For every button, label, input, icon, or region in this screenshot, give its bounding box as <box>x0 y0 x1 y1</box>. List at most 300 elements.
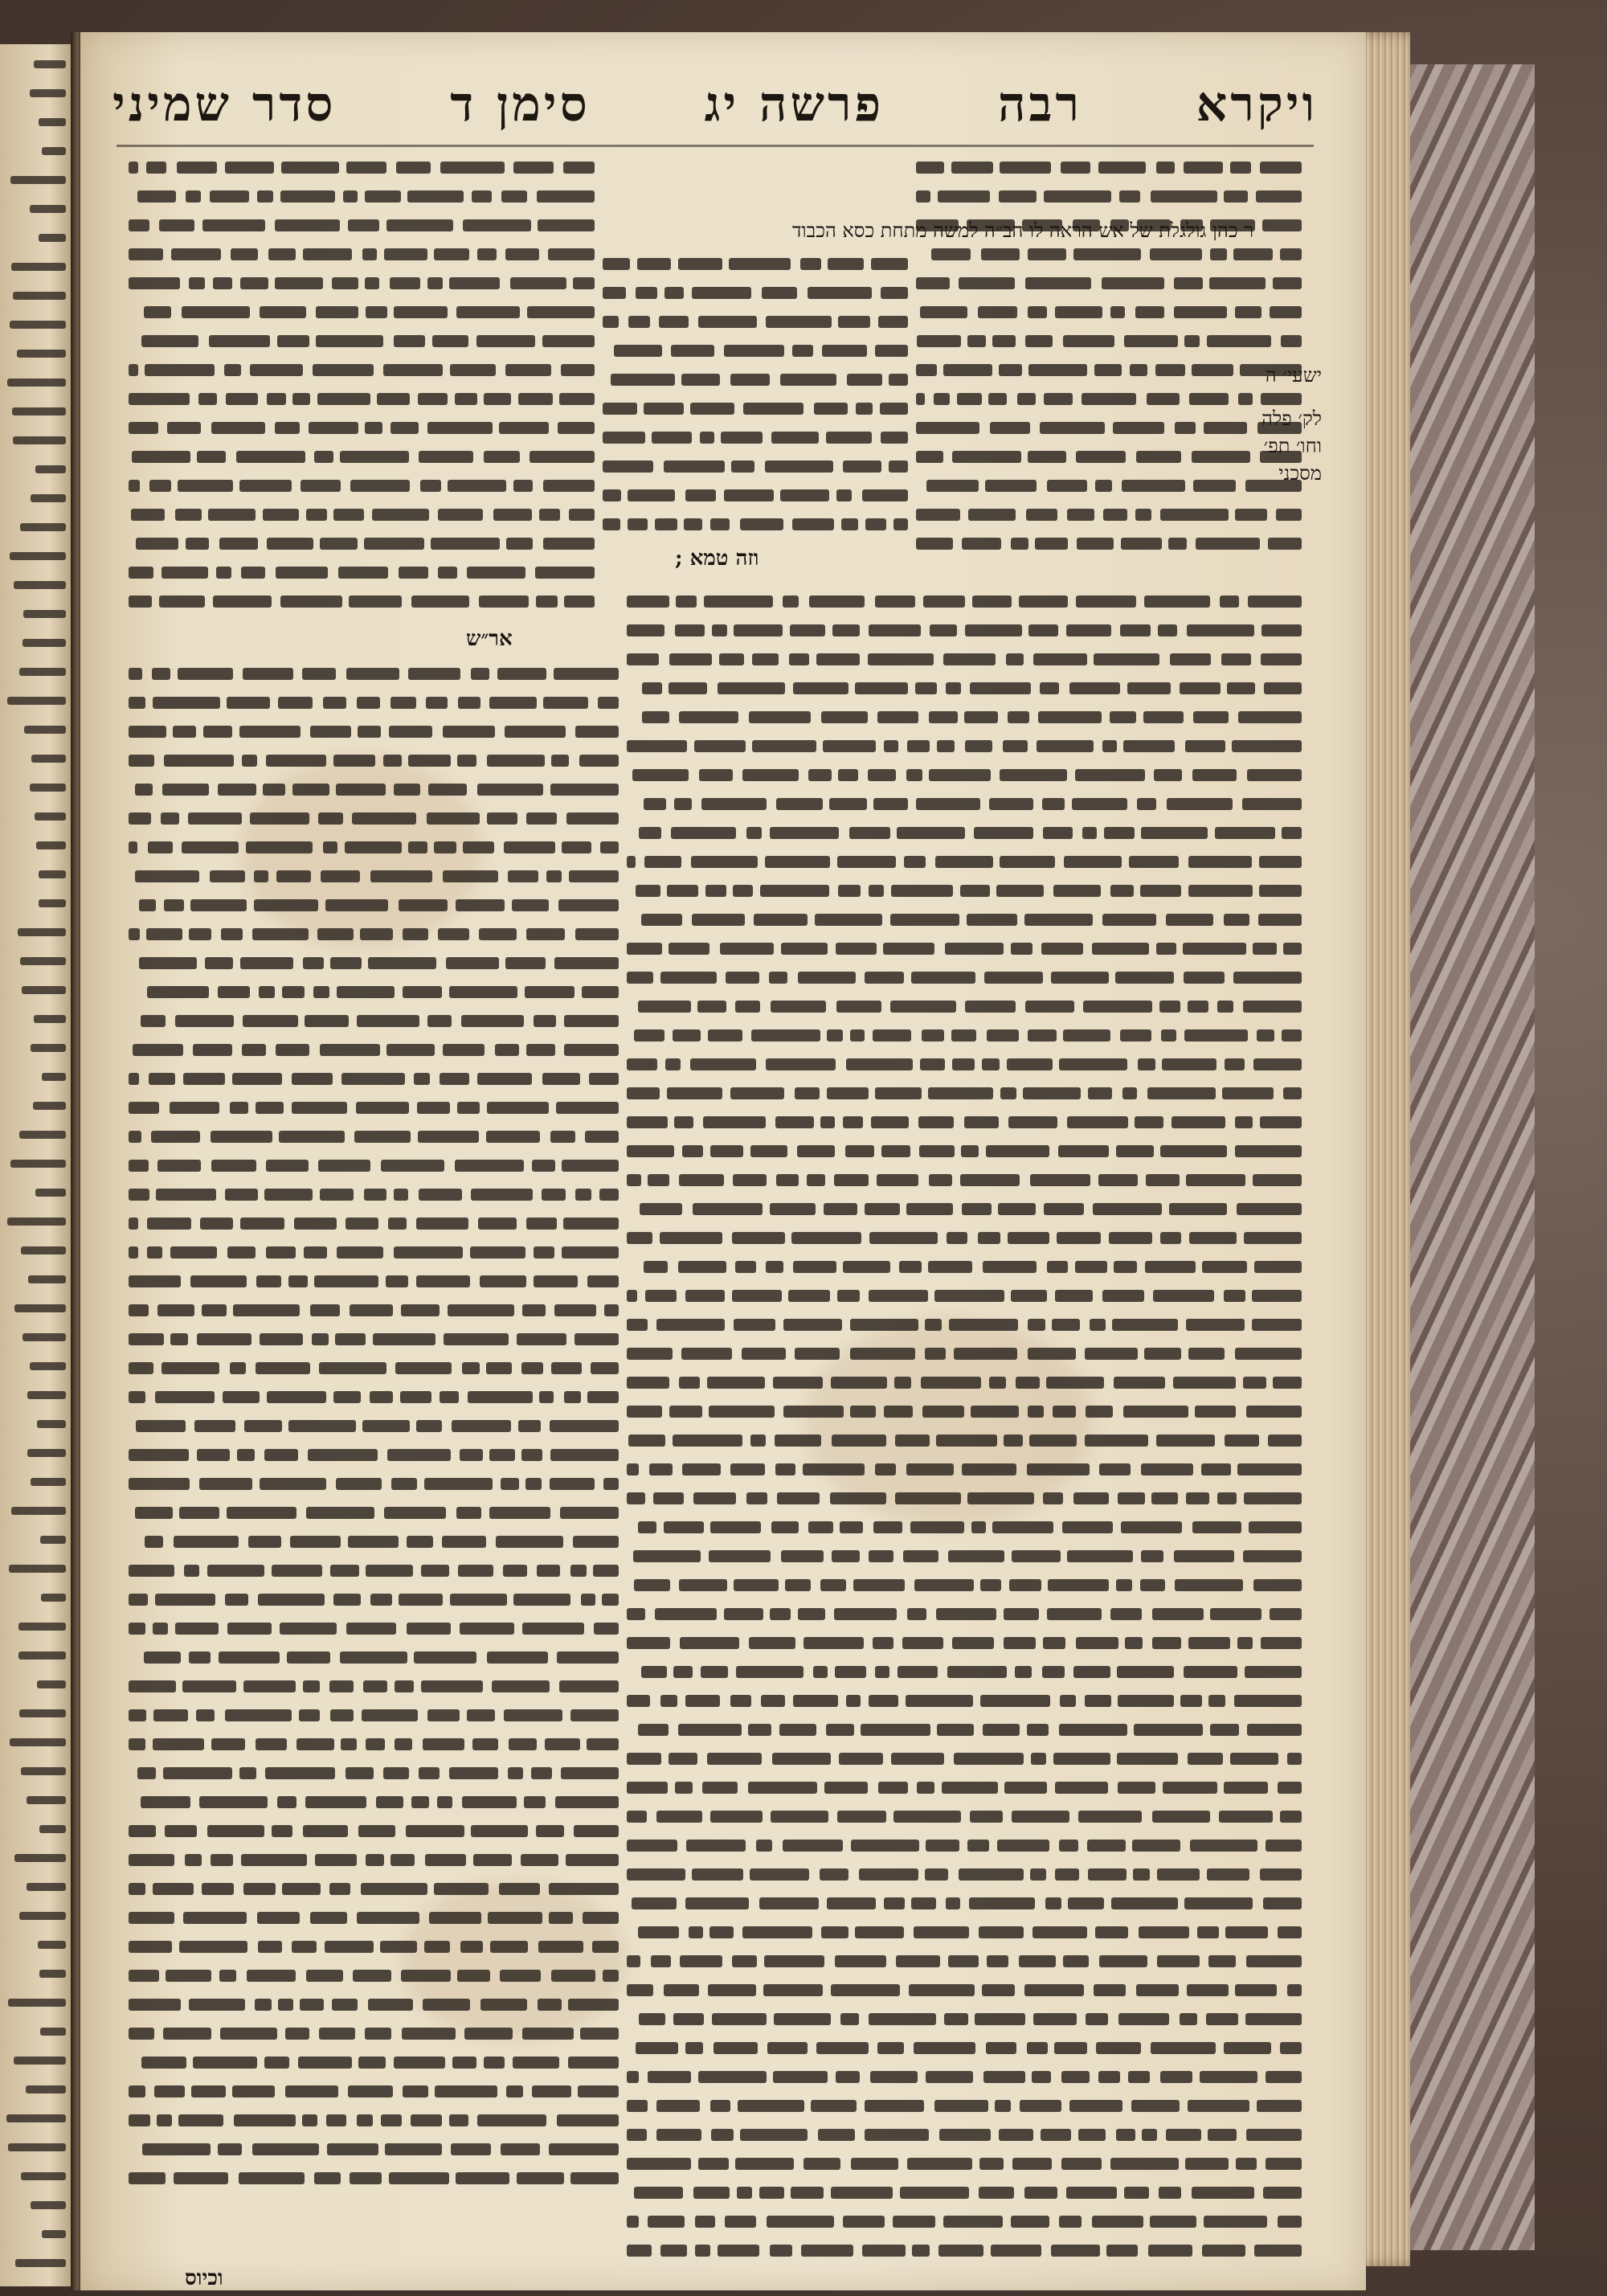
word-glyph <box>427 812 480 825</box>
word-glyph <box>570 1565 587 1577</box>
word-glyph <box>681 1348 732 1360</box>
word-glyph <box>880 403 908 415</box>
word-glyph <box>1094 653 1159 665</box>
word-glyph <box>1256 190 1302 203</box>
word-glyph <box>821 1926 848 1938</box>
word-glyph <box>219 1651 280 1664</box>
word-glyph <box>418 1131 479 1143</box>
word-glyph <box>1006 653 1024 665</box>
word-glyph <box>170 1333 188 1345</box>
word-glyph <box>129 162 138 174</box>
word-glyph <box>394 335 425 347</box>
word-glyph <box>750 1434 766 1447</box>
word-glyph <box>1141 1463 1193 1475</box>
word-glyph <box>472 190 492 203</box>
word-glyph <box>803 1463 865 1475</box>
word-glyph <box>1122 480 1185 492</box>
word-glyph <box>838 885 861 897</box>
word-glyph <box>644 856 681 868</box>
word-glyph <box>196 1709 215 1721</box>
word-glyph <box>823 740 876 752</box>
word-glyph <box>1235 1348 1302 1360</box>
word-glyph <box>1152 1608 1204 1620</box>
word-glyph <box>335 1333 366 1345</box>
word-glyph <box>946 682 961 694</box>
word-glyph <box>1260 1868 1302 1881</box>
word-glyph <box>157 1304 194 1316</box>
word-glyph <box>555 1796 619 1808</box>
word-glyph <box>865 1203 900 1215</box>
word-glyph <box>718 682 785 694</box>
word-glyph <box>779 1724 816 1736</box>
word-glyph <box>394 2057 445 2069</box>
word-glyph <box>1183 943 1246 955</box>
word-glyph <box>157 1160 201 1172</box>
word-glyph <box>419 1767 440 1779</box>
word-glyph <box>914 2042 975 2054</box>
word-glyph <box>1201 1463 1231 1475</box>
word-glyph <box>354 1131 411 1143</box>
word-glyph <box>614 345 662 357</box>
word-glyph <box>712 624 727 636</box>
word-glyph <box>240 277 268 289</box>
word-glyph <box>943 364 992 376</box>
word-glyph <box>471 668 489 680</box>
fragment-text-line <box>39 118 66 126</box>
word-glyph <box>455 393 477 405</box>
word-glyph <box>129 2114 150 2126</box>
word-glyph <box>954 1348 1017 1360</box>
word-glyph <box>1253 1174 1302 1186</box>
margin-note-4: מסכני <box>1278 462 1322 485</box>
word-glyph <box>1053 1753 1110 1765</box>
word-glyph <box>534 1246 554 1259</box>
word-glyph <box>627 943 662 955</box>
word-glyph <box>395 1362 452 1374</box>
word-glyph <box>166 1970 211 1982</box>
word-glyph <box>1088 1868 1127 1881</box>
word-glyph <box>777 1492 820 1504</box>
word-glyph <box>402 2028 456 2040</box>
word-glyph <box>513 2057 559 2069</box>
word-glyph <box>1129 856 1179 868</box>
word-glyph <box>1190 1840 1257 1852</box>
word-glyph <box>189 277 205 289</box>
word-glyph <box>202 219 265 231</box>
text-line <box>627 1194 1302 1223</box>
word-glyph <box>656 2100 700 2112</box>
word-glyph <box>298 2057 352 2069</box>
word-glyph <box>884 1897 905 1909</box>
word-glyph <box>1121 1521 1182 1533</box>
word-glyph <box>772 1753 831 1765</box>
word-glyph <box>427 1015 452 1027</box>
fragment-text-line <box>14 2057 66 2065</box>
word-glyph <box>627 1174 641 1186</box>
word-glyph <box>795 1348 840 1360</box>
word-glyph <box>965 1001 1016 1013</box>
word-glyph <box>1158 624 1177 636</box>
word-glyph <box>669 1406 702 1418</box>
text-line <box>627 2091 1302 2120</box>
word-glyph <box>350 480 410 492</box>
word-glyph <box>1282 827 1302 839</box>
text-line <box>129 890 619 919</box>
text-line <box>627 2236 1302 2265</box>
word-glyph <box>477 2114 546 2126</box>
word-glyph <box>954 1753 1024 1765</box>
word-glyph <box>267 393 286 405</box>
word-glyph <box>1060 1695 1076 1707</box>
word-glyph <box>129 480 140 492</box>
word-glyph <box>202 1304 227 1316</box>
word-glyph <box>834 1608 897 1620</box>
word-glyph <box>296 1738 334 1750</box>
word-glyph <box>1278 2216 1302 2228</box>
word-glyph <box>667 1087 722 1099</box>
fragment-text-line <box>19 1131 66 1139</box>
word-glyph <box>1138 1058 1155 1070</box>
word-glyph <box>1260 1116 1302 1128</box>
word-glyph <box>463 219 531 231</box>
word-glyph <box>1117 1666 1174 1678</box>
word-glyph <box>1227 682 1255 694</box>
word-glyph <box>894 1377 911 1389</box>
word-glyph <box>1027 2042 1048 2054</box>
word-glyph <box>725 2216 756 2228</box>
text-line <box>627 673 1302 702</box>
word-glyph <box>539 1391 554 1403</box>
word-glyph <box>292 1102 347 1114</box>
word-glyph <box>1000 769 1067 781</box>
word-glyph <box>275 219 340 231</box>
word-glyph <box>330 1565 359 1577</box>
word-glyph <box>534 1015 556 1027</box>
word-glyph <box>263 509 299 521</box>
word-glyph <box>401 1970 451 1982</box>
word-glyph <box>875 345 908 357</box>
word-glyph <box>740 518 783 530</box>
word-glyph <box>1116 1145 1154 1157</box>
word-glyph <box>1029 1434 1077 1447</box>
word-glyph <box>1280 1811 1302 1823</box>
word-glyph <box>449 2114 468 2126</box>
word-glyph <box>952 1637 994 1649</box>
word-glyph <box>937 1724 974 1736</box>
word-glyph <box>1024 1984 1084 1996</box>
word-glyph <box>961 1145 979 1157</box>
word-glyph <box>282 1883 321 1895</box>
word-glyph <box>1017 393 1036 405</box>
word-glyph <box>139 957 197 969</box>
word-glyph <box>403 2085 428 2098</box>
word-glyph <box>1008 1232 1049 1244</box>
text-line <box>129 1527 619 1556</box>
word-glyph <box>951 162 993 174</box>
word-glyph <box>362 248 377 260</box>
word-glyph <box>272 1565 322 1577</box>
word-glyph <box>1028 624 1058 636</box>
word-glyph <box>414 1073 430 1085</box>
word-glyph <box>1273 1377 1302 1389</box>
word-glyph <box>135 784 153 796</box>
word-glyph <box>878 316 908 328</box>
text-line <box>627 1917 1302 1946</box>
fragment-text-line <box>28 1275 66 1283</box>
word-glyph <box>209 335 270 347</box>
word-glyph <box>814 403 848 415</box>
word-glyph <box>326 2114 346 2126</box>
text-line <box>129 1469 619 1498</box>
word-glyph <box>427 277 443 289</box>
word-glyph <box>1188 856 1252 868</box>
text-line <box>129 919 619 948</box>
word-glyph <box>627 1955 640 1967</box>
word-glyph <box>740 2129 808 2141</box>
word-glyph <box>345 841 402 853</box>
text-line <box>129 587 595 616</box>
section-end-left <box>466 627 513 651</box>
fragment-text-line <box>19 668 66 676</box>
word-glyph <box>521 1362 543 1374</box>
word-glyph <box>703 1116 766 1128</box>
word-glyph <box>989 798 1033 810</box>
word-glyph <box>1208 2129 1237 2141</box>
word-glyph <box>1196 538 1260 550</box>
word-glyph <box>992 1521 1053 1533</box>
word-glyph <box>408 668 460 680</box>
word-glyph <box>237 1449 255 1461</box>
word-glyph <box>986 2042 1016 2054</box>
word-glyph <box>1130 364 1147 376</box>
word-glyph <box>1254 1261 1302 1273</box>
word-glyph <box>999 364 1022 376</box>
word-glyph <box>969 1897 1035 1909</box>
word-glyph <box>1150 248 1202 260</box>
word-glyph <box>1219 1811 1273 1823</box>
word-glyph <box>1225 1926 1268 1938</box>
word-glyph <box>644 403 684 415</box>
text-line <box>129 2077 619 2106</box>
word-glyph <box>664 1521 704 1533</box>
word-glyph <box>822 345 867 357</box>
word-glyph <box>664 460 725 473</box>
word-glyph <box>164 755 234 767</box>
running-header <box>112 72 1318 137</box>
word-glyph <box>701 798 767 810</box>
word-glyph <box>277 335 309 347</box>
word-glyph <box>1043 827 1073 839</box>
word-glyph <box>191 2085 226 2098</box>
word-glyph <box>1076 451 1126 463</box>
word-glyph <box>203 726 232 738</box>
word-glyph <box>1237 1637 1253 1649</box>
text-line <box>129 1874 619 1903</box>
word-glyph <box>383 755 402 767</box>
word-glyph <box>1116 2129 1135 2141</box>
word-glyph <box>1246 1406 1302 1418</box>
fragment-text-line <box>22 986 66 994</box>
word-glyph <box>543 538 595 550</box>
text-line <box>129 1353 619 1382</box>
word-glyph <box>1069 682 1120 694</box>
word-glyph <box>889 374 908 386</box>
word-glyph <box>1184 1666 1237 1678</box>
fragment-text-line <box>18 1623 66 1631</box>
word-glyph <box>917 335 961 347</box>
word-glyph <box>145 1536 163 1548</box>
text-line <box>627 1223 1302 1252</box>
fragment-text-line <box>20 523 66 531</box>
word-glyph <box>1207 1868 1249 1881</box>
word-glyph <box>161 812 179 825</box>
word-glyph <box>1136 1984 1179 1996</box>
word-glyph <box>487 1102 549 1114</box>
word-glyph <box>922 1406 964 1418</box>
word-glyph <box>1073 1666 1110 1678</box>
word-glyph <box>1253 1058 1302 1070</box>
word-glyph <box>218 2143 242 2155</box>
word-glyph <box>358 726 381 738</box>
word-glyph <box>1287 1753 1302 1765</box>
margin-note <box>1225 362 1322 487</box>
text-line <box>627 1773 1302 1802</box>
word-glyph <box>419 451 473 463</box>
word-glyph <box>718 2245 759 2257</box>
word-glyph <box>1053 1406 1076 1418</box>
word-glyph <box>182 841 239 853</box>
word-glyph <box>208 509 256 521</box>
word-glyph <box>659 316 689 328</box>
word-glyph <box>775 1116 814 1128</box>
word-glyph <box>1043 1637 1065 1649</box>
word-glyph <box>898 1666 938 1678</box>
word-glyph <box>452 2057 476 2069</box>
fragment-text-line <box>12 407 66 415</box>
fragment-text-line <box>37 1420 66 1428</box>
word-glyph <box>341 1738 357 1750</box>
word-glyph <box>669 653 712 665</box>
word-glyph <box>855 682 908 694</box>
word-glyph <box>216 567 231 579</box>
word-glyph <box>543 697 588 709</box>
word-glyph <box>916 798 980 810</box>
word-glyph <box>603 460 653 473</box>
word-glyph <box>527 306 595 318</box>
word-glyph <box>505 248 539 260</box>
word-glyph <box>363 1680 387 1692</box>
word-glyph <box>1192 1521 1241 1533</box>
word-glyph <box>828 258 864 270</box>
word-glyph <box>984 972 1043 984</box>
word-glyph <box>1059 1840 1078 1852</box>
word-glyph <box>1259 856 1302 868</box>
text-line <box>603 249 908 278</box>
word-glyph <box>679 1579 727 1591</box>
word-glyph <box>1244 1232 1302 1244</box>
word-glyph <box>163 2028 211 2040</box>
word-glyph <box>919 1145 955 1157</box>
word-glyph <box>1120 624 1151 636</box>
word-glyph <box>129 1391 145 1403</box>
word-glyph <box>959 277 1015 289</box>
word-glyph <box>457 1102 480 1114</box>
word-glyph <box>550 1131 575 1143</box>
word-glyph <box>185 1854 202 1866</box>
word-glyph <box>349 595 402 608</box>
word-glyph <box>561 364 595 376</box>
word-glyph <box>252 2143 319 2155</box>
word-glyph <box>431 538 500 550</box>
word-glyph <box>1259 885 1302 897</box>
word-glyph <box>264 1449 298 1461</box>
word-glyph <box>1099 1955 1147 1967</box>
word-glyph <box>532 2085 571 2098</box>
word-glyph <box>884 1406 913 1418</box>
word-glyph <box>1188 1001 1208 1013</box>
word-glyph <box>408 841 427 853</box>
word-glyph <box>1118 1492 1145 1504</box>
word-glyph <box>1121 538 1162 550</box>
word-glyph <box>1282 1029 1302 1042</box>
word-glyph <box>983 2071 1025 2083</box>
word-glyph <box>839 1753 883 1765</box>
word-glyph <box>484 2057 505 2069</box>
word-glyph <box>632 769 689 781</box>
word-glyph <box>394 1189 408 1201</box>
word-glyph <box>1094 364 1122 376</box>
word-glyph <box>831 1377 887 1389</box>
word-glyph <box>928 1087 993 1099</box>
word-glyph <box>386 1044 435 1056</box>
word-glyph <box>679 1174 724 1186</box>
word-glyph <box>634 1029 664 1042</box>
word-glyph <box>1140 1579 1165 1591</box>
word-glyph <box>947 1232 967 1244</box>
fragment-text-line <box>23 610 66 618</box>
word-glyph <box>1031 1753 1046 1765</box>
word-glyph <box>1011 2216 1049 2228</box>
word-glyph <box>1123 1406 1188 1418</box>
word-glyph <box>173 726 196 738</box>
text-line <box>129 1845 619 1874</box>
word-glyph <box>384 1507 446 1519</box>
word-glyph <box>207 1825 264 1837</box>
word-glyph <box>660 972 717 984</box>
word-glyph <box>230 1102 248 1114</box>
text-line <box>129 1209 619 1238</box>
word-glyph <box>337 986 395 998</box>
word-glyph <box>627 1463 639 1475</box>
word-glyph <box>838 769 858 781</box>
word-glyph <box>1167 798 1233 810</box>
word-glyph <box>946 1897 960 1909</box>
text-line <box>129 1932 619 1961</box>
word-glyph <box>926 2071 973 2083</box>
word-glyph <box>504 1709 562 1721</box>
word-glyph <box>142 2143 211 2155</box>
word-glyph <box>1061 2071 1090 2083</box>
word-glyph <box>1032 2071 1051 2083</box>
word-glyph <box>557 2114 619 2126</box>
word-glyph <box>458 697 480 709</box>
word-glyph <box>521 1854 558 1866</box>
word-glyph <box>937 740 955 752</box>
word-glyph <box>587 1275 619 1287</box>
word-glyph <box>603 258 630 270</box>
word-glyph <box>338 567 388 579</box>
word-glyph <box>383 364 443 376</box>
